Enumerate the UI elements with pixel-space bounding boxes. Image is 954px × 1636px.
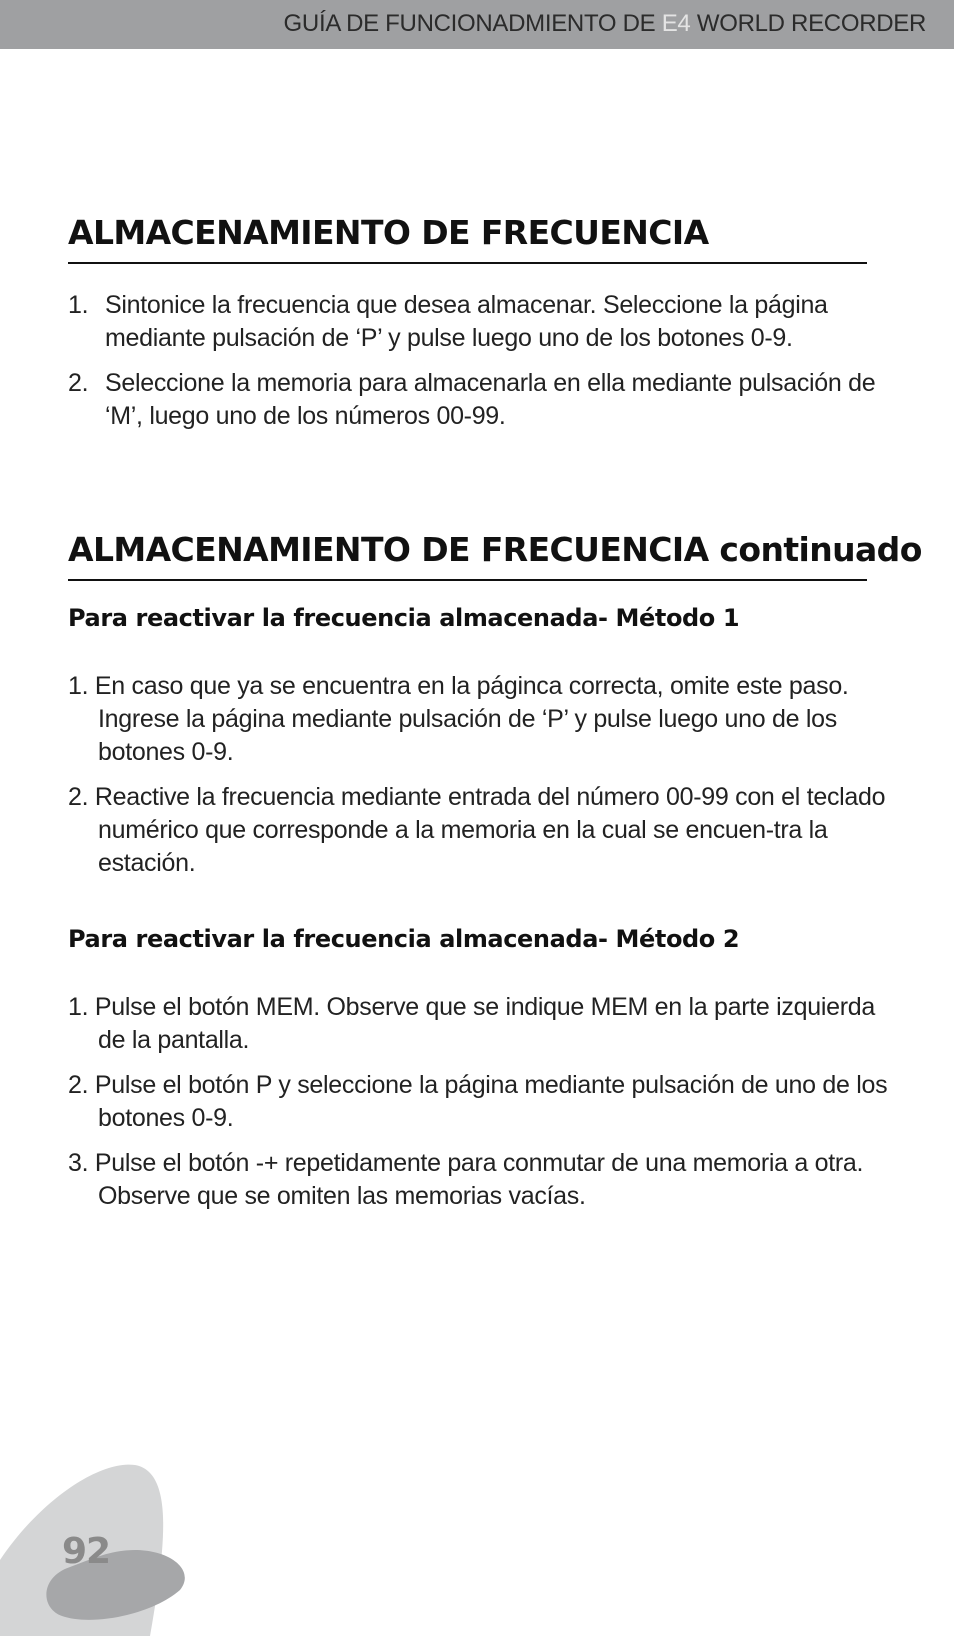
list-item bbox=[68, 289, 898, 355]
list-item: 2. Pulse el botón P y seleccione la página mediante pulsación de uno de los botones 0-9. bbox=[68, 1071, 888, 1132]
method1-title: Para reactivar la frecuencia almacenada- Método 1 bbox=[68, 604, 740, 632]
method2-title: Para reactivar la frecuencia almacenada- Método 2 bbox=[68, 925, 740, 953]
header-title bbox=[284, 10, 926, 38]
list-item: 1. Pulse el botón MEM. Observe que se indique MEM en la parte izquierda de la pantalla. bbox=[68, 993, 875, 1054]
list-item: 2. Reactive la frecuencia mediante entrada del número 00-99 con el teclado numérico que corresponde a la memoria en la cual se encuen-tra la estación. bbox=[68, 783, 886, 877]
method1-steps-list bbox=[68, 670, 898, 892]
header-bar bbox=[0, 0, 954, 49]
list-item-text: Seleccione la memoria para almacenarla en ella mediante pulsación de ‘M’, luego uno de los números 00-99. bbox=[105, 369, 876, 430]
page-number: 92 bbox=[62, 1531, 111, 1572]
header-title-suffix: WORLD RECORDER bbox=[690, 10, 926, 37]
list-item-text: Sintonice la frecuencia que desea almacenar. Seleccione la página mediante pulsación de ‘P’ y pulse luego uno de los botones 0-9. bbox=[105, 291, 828, 352]
section-title-storage-continued: ALMACENAMIENTO DE FRECUENCIA continuado bbox=[68, 530, 867, 581]
header-brand: E4 bbox=[661, 10, 691, 37]
section-title-storage: ALMACENAMIENTO DE FRECUENCIA bbox=[68, 213, 867, 264]
method2-steps-list bbox=[68, 991, 898, 1225]
list-item: 3. Pulse el botón -+ repetidamente para conmutar de una memoria a otra. Observe que se omiten las memorias vacías. bbox=[68, 1149, 864, 1210]
list-item: 1. En caso que ya se encuentra en la páginca correcta, omite este paso. Ingrese la página mediante pulsación de ‘P’ y pulse luego uno de los botones 0-9. bbox=[68, 672, 849, 766]
storage-steps-list bbox=[68, 289, 898, 445]
list-item-number: 2. bbox=[68, 369, 89, 397]
list-item bbox=[68, 367, 898, 433]
header-title-prefix: GUÍA DE FUNCIONADMIENTO DE bbox=[283, 10, 662, 37]
list-item-number: 1. bbox=[68, 291, 89, 319]
